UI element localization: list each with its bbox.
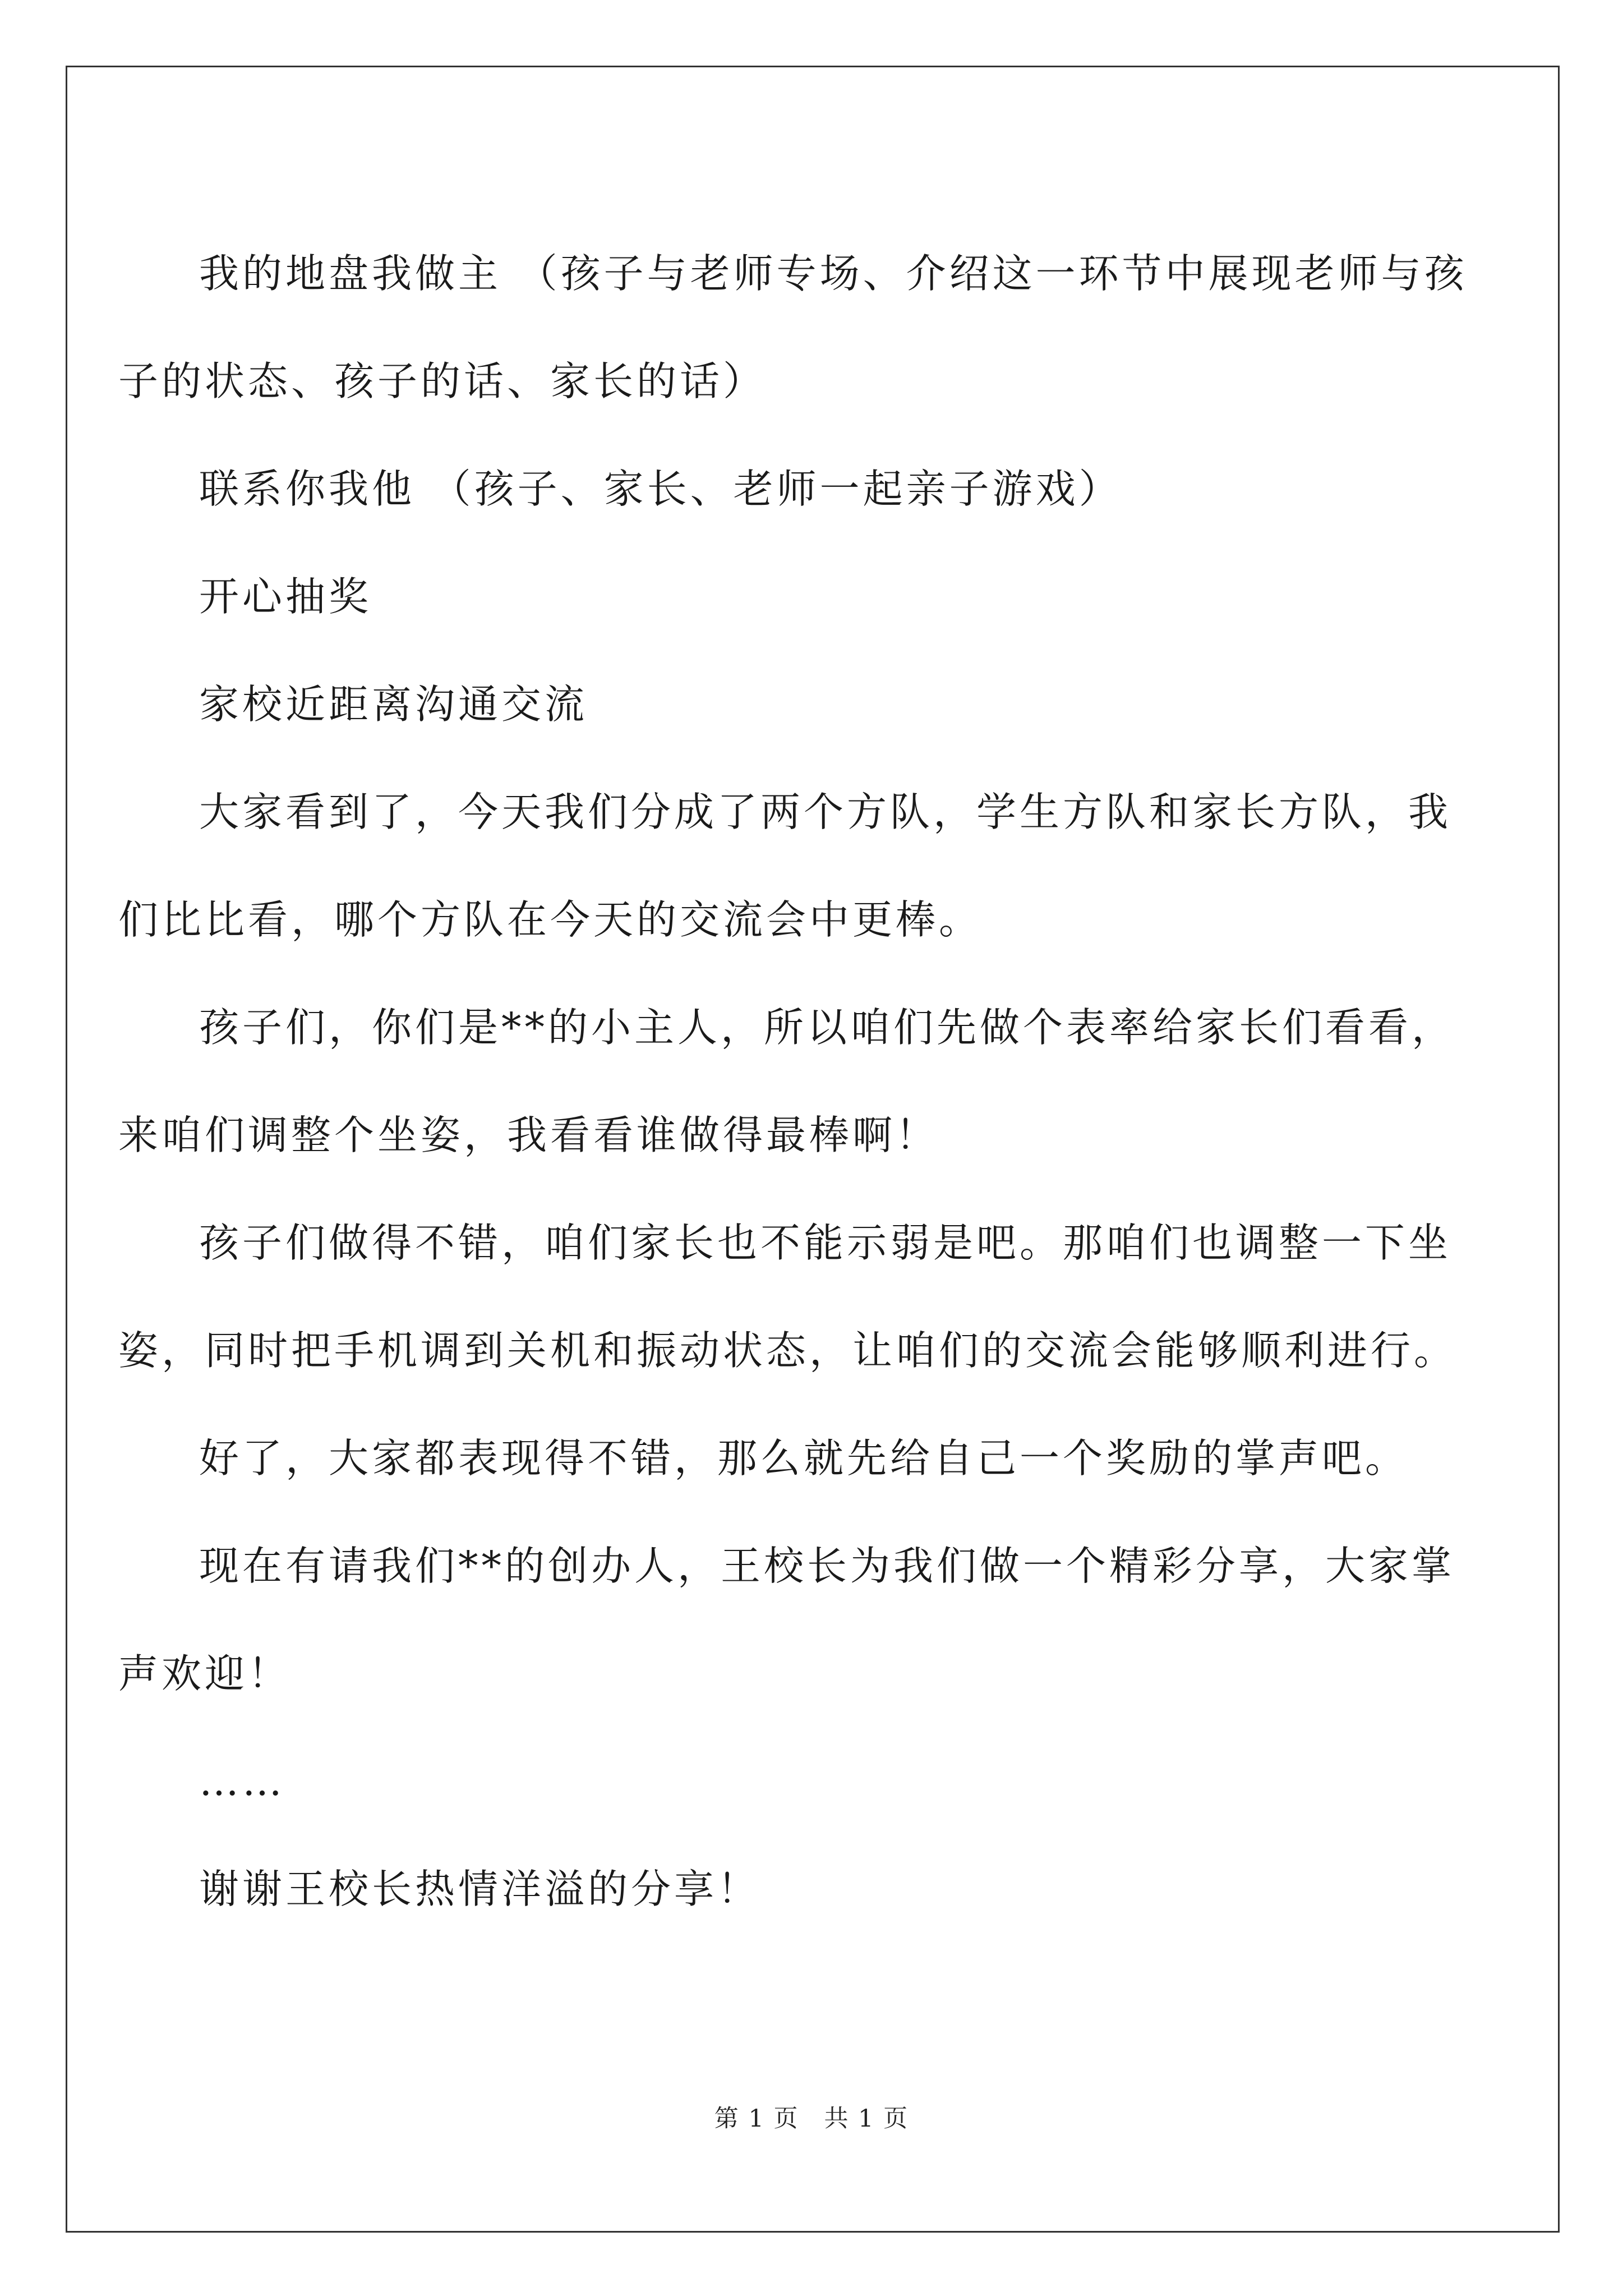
paragraph-4: 家校近距离沟通交流 [199, 681, 588, 728]
paragraph-ellipsis: …… [199, 1758, 285, 1805]
paragraph-6: 孩子们，你们是**的小主人，所以咱们先做个表率给家长们看看，来咱们调整个坐姿，我看看谁做得最棒啊！ [118, 1004, 1455, 1158]
paragraph-9: 现在有请我们**的创办人，王校长为我们做一个精彩分享，大家掌声欢迎！ [118, 1543, 1455, 1697]
document-body [118, 220, 1469, 1943]
paragraph-7: 孩子们做得不错，咱们家长也不能示弱是吧。那咱们也调整一下坐姿，同时把手机调到关机和振动状态，让咱们的交流会能够顺利进行。 [118, 1220, 1458, 1374]
page-number-footer: 第 1 页 共 1 页 [714, 2105, 909, 2133]
paragraph-1: 我的地盘我做主 （孩子与老师专场、介绍这一环节中展现老师与孩子的状态、孩子的话、家长的话） [118, 250, 1468, 404]
paragraph-2: 联系你我他 （孩子、家长、老师一起亲子游戏） [199, 466, 1122, 512]
paragraph-5: 大家看到了，今天我们分成了两个方队，学生方队和家长方队，我们比比看，哪个方队在今天的交流会中更棒。 [118, 789, 1452, 943]
paragraph-11: 谢谢王校长热情洋溢的分享！ [199, 1866, 761, 1912]
paragraph-8: 好了，大家都表现得不错，那么就先给自己一个奖励的掌声吧。 [199, 1435, 1409, 1481]
paragraph-3: 开心抽奖 [199, 573, 372, 620]
